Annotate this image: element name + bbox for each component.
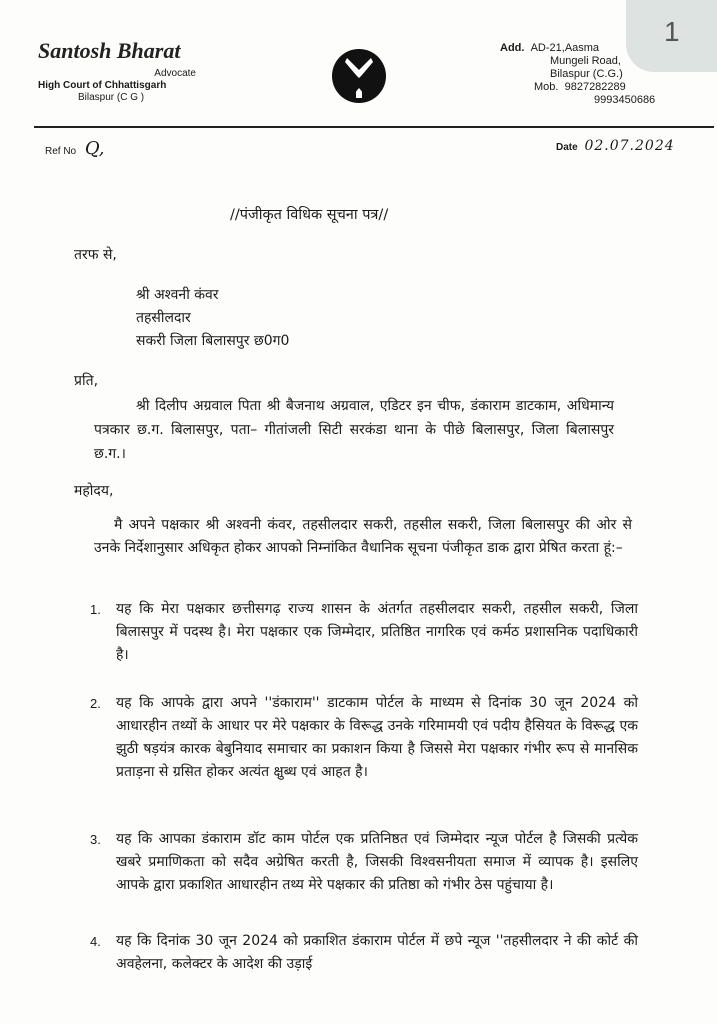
advocate-role: Advocate [154, 68, 196, 79]
phone-1: 9827282289 [564, 81, 626, 93]
point-number: 3. [90, 832, 101, 847]
date-value: 02.07.2024 [584, 138, 675, 154]
point-text: यह कि मेरा पक्षकार छत्तीसगढ़ राज्य शासन के अंतर्गत तहसीलदार सकरी, तहसील सकरी, जिला बिलासपुर में पदस्थ है। मेरा पक्षकार एक जिम्मेदार, प्रतिष्ठित नागरिक एवं कर्मठ प्रशासनिक पदाधिकारी है। [116, 601, 638, 663]
sender-name: श्री अश्वनी कंवर [136, 287, 219, 303]
point-item [90, 930, 638, 976]
letter-date [556, 138, 675, 154]
advocate-name: Santosh Bharat [38, 38, 181, 63]
sender-designation: तहसीलदार [136, 310, 191, 326]
address-line-3: Bilaspur (C.G.) [550, 68, 623, 80]
letterhead-left [38, 38, 238, 104]
address-line-1: AD-21,Aasma [530, 42, 600, 54]
ref-number [45, 138, 105, 159]
point-number: 1. [90, 602, 101, 617]
from-label: तरफ से, [74, 247, 117, 263]
phone-2: 9993450686 [594, 94, 656, 106]
point-item [90, 828, 638, 897]
to-label: प्रति, [74, 373, 99, 389]
point-text: यह कि आपका डंकाराम डॉट काम पोर्टल एक प्रतिनिष्ठत एवं जिम्मेदार न्यूज पोर्टल है जिसकी प्रत्येक खबरे प्रमाणिकता को सदैव अग्रेषित करती है, जिसकी विश्वसनीयता समाज में व्यापक है। इसलिए आपके द्वारा प्रकाशित आधारहीन तथ्य मेरे पक्षकार की प्रतिष्ठा को गंभीर ठेस पहुंचाया है। [116, 831, 638, 893]
header-divider [34, 126, 714, 128]
letter-subject: //पंजीकृत विधिक सूचना पत्र// [230, 207, 389, 223]
point-item [90, 692, 638, 784]
recipient-block: श्री दिलीप अग्रवाल पिता श्री बैजनाथ अग्रवाल, एडिटर इन चीफ, डंकाराम डाटकाम, अधिमान्य पत्रकार छ.ग. बिलासपुर, पता– गीतांजली सिटी सरकंडा थाना के पीछे बिलासपुर, जिला बिलासपुर छ.ग.। [94, 398, 614, 462]
advocate-bands-logo-icon [331, 48, 387, 104]
intro-paragraph: मै अपने पक्षकार श्री अश्वनी कंवर, तहसीलदार सकरी, तहसील सकरी, जिला बिलासपुर की ओर से उनके निर्देशानुसार अधिकृत होकर आपको निम्नांकित वैधानिक सूचना पंजीकृत डाक द्वारा प्रेषित करता हूं:– [94, 517, 632, 556]
point-text: यह कि दिनांक 30 जून 2024 को प्रकाशित डंकाराम पोर्टल में छपे न्यूज ''तहसीलदार ने की कोर्ट की अवहेलना, कलेक्टर के आदेश की उड़ाई [116, 933, 638, 972]
salutation: महोदय, [74, 483, 114, 499]
ref-value: Q, [84, 138, 105, 159]
letterhead-address [500, 42, 690, 107]
address-line-2: Mungeli Road, [550, 55, 621, 67]
point-item [90, 598, 638, 667]
mob-label: Mob. [534, 81, 559, 93]
sender-location: सकरी जिला बिलासपुर छ0ग0 [136, 333, 290, 349]
address-label: Add. [500, 42, 525, 54]
ref-label: Ref No [45, 146, 77, 157]
point-number: 2. [90, 696, 101, 711]
point-text: यह कि आपके द्वारा अपने ''डंकाराम'' डाटकाम पोर्टल के माध्यम से दिनांक 30 जून 2024 को आधारहीन तथ्यों के आधार पर मेरे पक्षकार के विरूद्ध उनके गरिमामयी एवं पदीय हैसियत के विरूद्ध एक झुठी षड़यंत्र कारक बेबुनियाद समाचार का प्रकाशन किया है जिससे मेरा पक्षकार गंभीर रूप से मानसिक प्रताड़ना से ग्रसित होकर अत्यंत क्षुब्ध एवं आहत है। [116, 695, 638, 780]
sender-block [136, 284, 289, 353]
date-label: Date [556, 142, 578, 153]
court-name: High Court of Chhattisgarh [38, 80, 167, 91]
page-number: 1 [664, 16, 680, 47]
point-number: 4. [90, 934, 101, 949]
court-city: Bilaspur (C G ) [78, 92, 145, 103]
